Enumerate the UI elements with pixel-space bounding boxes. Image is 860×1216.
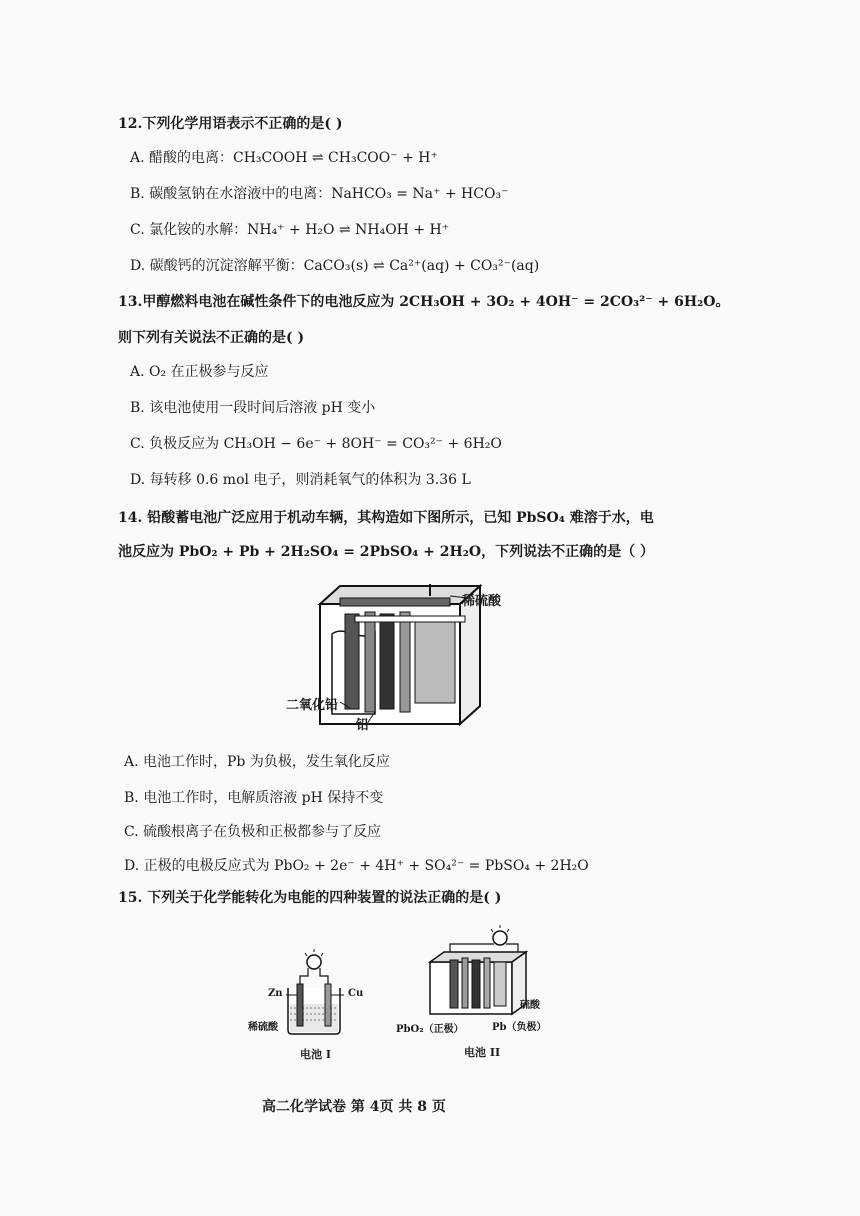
label-pbo2-positive: PbO₂（正极） bbox=[396, 1024, 464, 1035]
q12-option-c: C. 氯化铵的水解：NH₄⁺ + H₂O ⇌ NH₄OH + H⁺ bbox=[130, 222, 450, 238]
label-cu: Cu bbox=[348, 988, 364, 999]
q13-option-b: B. 该电池使用一段时间后溶液 pH 变小 bbox=[130, 400, 376, 416]
caption-battery-ii: 电池 II bbox=[464, 1046, 501, 1059]
q12-stem: 12.下列化学用语表示不正确的是( ) bbox=[118, 116, 343, 132]
q12-option-b: B. 碳酸氢钠在水溶液中的电离：NaHCO₃ = Na⁺ + HCO₃⁻ bbox=[130, 186, 509, 202]
q14-stem-line1: 14. 铅酸蓄电池广泛应用于机动车辆，其构造如下图所示，已知 PbSO₄ 难溶于水，电 bbox=[118, 510, 654, 526]
q13-stem-line2: 则下列有关说法不正确的是( ) bbox=[118, 330, 305, 346]
q14-option-a: A. 电池工作时，Pb 为负极，发生氧化反应 bbox=[124, 754, 390, 770]
q13-stem-line1: 13.甲醇燃料电池在碱性条件下的电池反应为 2CH₃OH + 3O₂ + 4OH⁻ = 2CO₃²⁻ + 6H₂O。 bbox=[118, 294, 730, 310]
q13-option-c: C. 负极反应为 CH₃OH − 6e⁻ + 8OH⁻ = CO₃²⁻ + 6H₂O bbox=[130, 436, 502, 452]
page-footer: 高二化学试卷 第 4页 共 8 页 bbox=[262, 1099, 446, 1115]
caption-battery-i: 电池 I bbox=[300, 1048, 331, 1061]
q14-option-b: B. 电池工作时，电解质溶液 pH 保持不变 bbox=[124, 790, 384, 806]
label-lead-dioxide: 二氧化铅 bbox=[286, 698, 339, 713]
q12-option-d: D. 碳酸钙的沉淀溶解平衡：CaCO₃(s) ⇌ Ca²⁺(aq) + CO₃²⁻(aq) bbox=[130, 258, 540, 274]
q15-stem: 15. 下列关于化学能转化为电能的四种装置的说法正确的是( ) bbox=[118, 890, 502, 906]
q13-option-a: A. O₂ 在正极参与反应 bbox=[130, 364, 269, 380]
label-dilute-acid-battery-i: 稀硫酸 bbox=[248, 1022, 278, 1033]
q13-option-d: D. 每转移 0.6 mol 电子，则消耗氧气的体积为 3.36 L bbox=[130, 472, 471, 488]
q14-stem-line2: 池反应为 PbO₂ + Pb + 2H₂SO₄ = 2PbSO₄ + 2H₂O，下列说法不正确的是（ ） bbox=[118, 544, 654, 560]
label-pb-negative: Pb（负极） bbox=[492, 1022, 547, 1033]
label-zn: Zn bbox=[268, 988, 283, 999]
q12-option-a: A. 醋酸的电离：CH₃COOH ⇌ CH₃COO⁻ + H⁺ bbox=[130, 150, 438, 166]
q14-option-c: C. 硫酸根离子在负极和正极都参与了反应 bbox=[124, 824, 382, 840]
label-dilute-sulfuric-acid: 稀硫酸 bbox=[462, 594, 502, 609]
q14-option-d: D. 正极的电极反应式为 PbO₂ + 2e⁻ + 4H⁺ + SO₄²⁻ = PbSO₄ + 2H₂O bbox=[124, 858, 589, 874]
label-sulfuric-acid-battery-ii: 硫酸 bbox=[520, 1000, 540, 1011]
label-lead: 铅 bbox=[356, 718, 370, 733]
